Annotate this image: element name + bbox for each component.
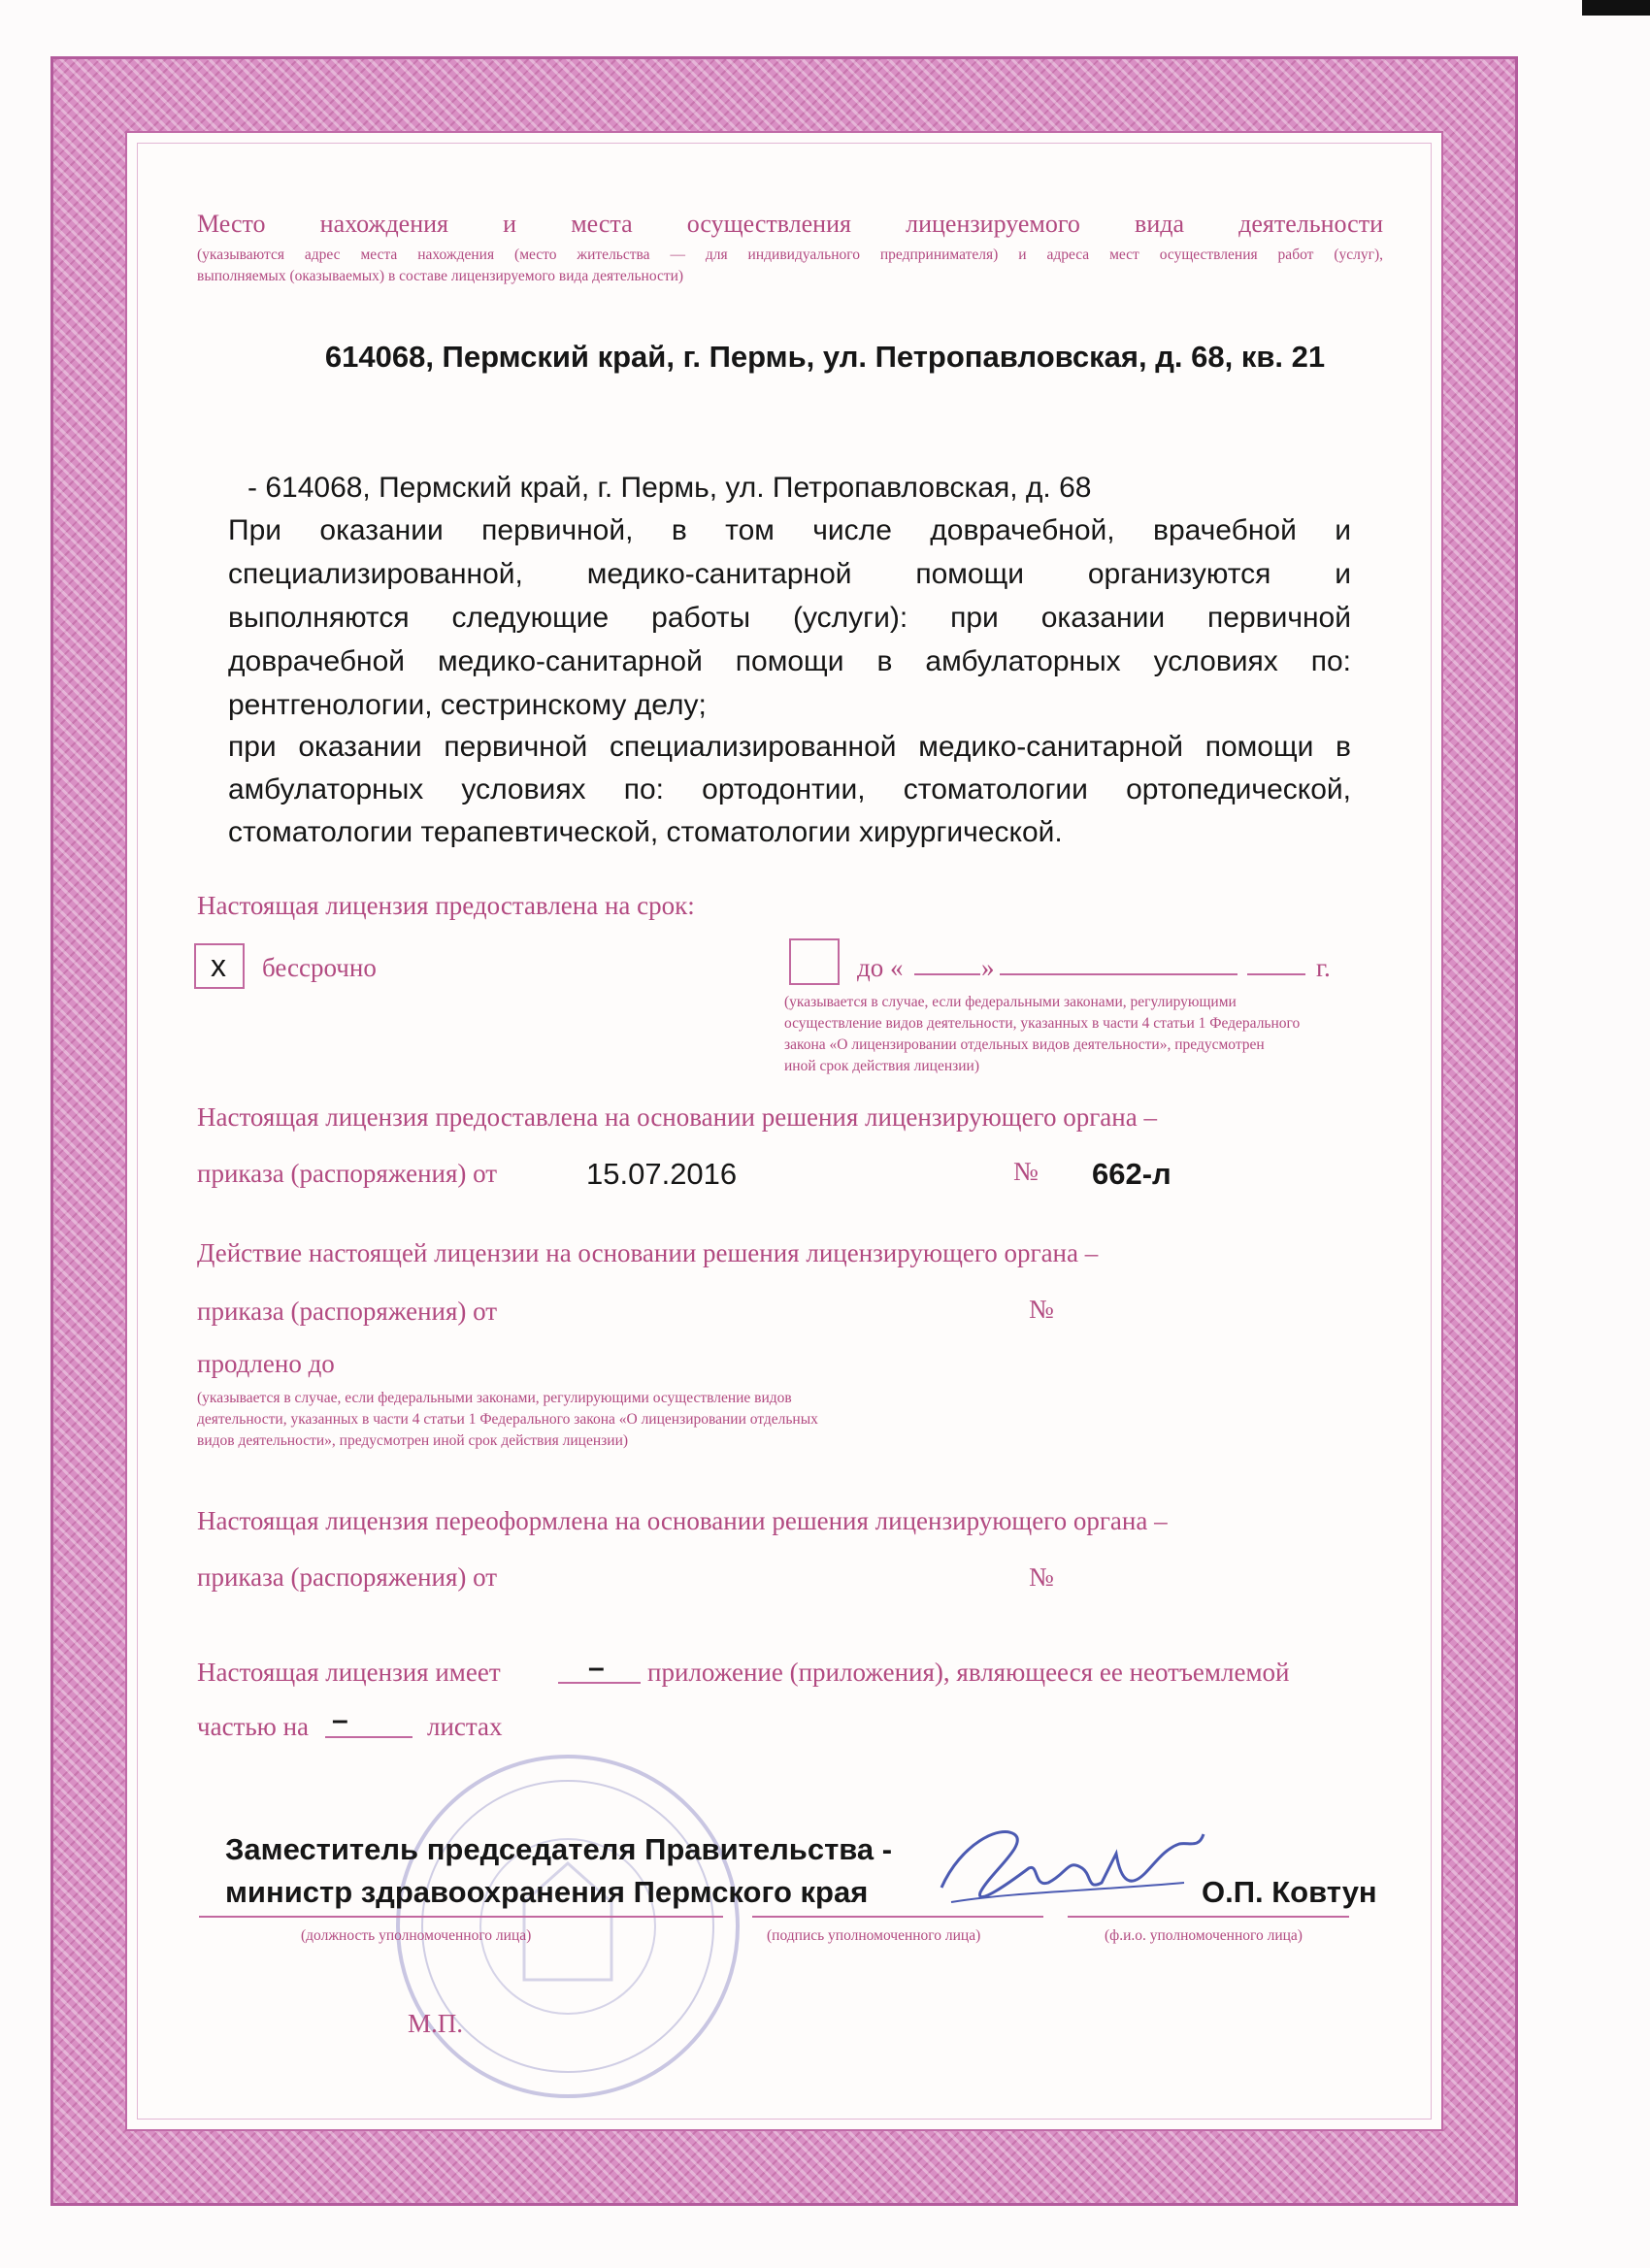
- signatory-position-line1: Заместитель председателя Правительства -: [225, 1832, 893, 1866]
- appendix-prefix: Настоящая лицензия имеет: [197, 1658, 501, 1687]
- works-line: рентгенологии, сестринскому делу;: [228, 689, 707, 721]
- works-address: - 614068, Пермский край, г. Пермь, ул. Петропавловская, д. 68: [248, 472, 1092, 504]
- works-line: выполняются следующие работы (услуги): при оказании первичной: [228, 602, 1351, 634]
- header-note-line1: (указываются адрес места нахождения (место жительства — для индивидуального предпринимателя) и адреса мест осуществления работ (услуг),: [197, 247, 1383, 263]
- term-note-line: закона «О лицензировании отдельных видов деятельности», предусмотрен: [784, 1036, 1265, 1053]
- reissue-number-sign: №: [1029, 1562, 1054, 1592]
- extended-until-label: продлено до: [197, 1349, 335, 1378]
- until-month-line: [1000, 973, 1238, 975]
- seal-place-label: М.П.: [408, 2009, 464, 2038]
- basis-number: 662-л: [1092, 1157, 1172, 1191]
- extension-number-sign: №: [1029, 1295, 1054, 1324]
- signature-underline: [752, 1916, 1043, 1918]
- extension-order-label: приказа (распоряжения) от: [197, 1297, 498, 1326]
- until-quote-close: »: [981, 953, 995, 982]
- until-year-line: [1247, 973, 1305, 975]
- extension-note-line: (указывается в случае, если федеральными законами, регулирующими осуществление видов: [197, 1390, 792, 1406]
- extension-note-line: видов деятельности», предусмотрен иной срок действия лицензии): [197, 1432, 629, 1449]
- basis-order-label: приказа (распоряжения) от: [197, 1159, 498, 1188]
- term-note-line: (указывается в случае, если федеральными законами, регулирующими: [784, 994, 1237, 1010]
- basis-number-sign: №: [1013, 1157, 1039, 1186]
- unlimited-label: бессрочно: [262, 953, 377, 982]
- appendix-suffix: приложение (приложения), являющееся ее неотъемлемой: [647, 1658, 1290, 1687]
- main-address: 614068, Пермский край, г. Пермь, ул. Петропавловская, д. 68, кв. 21: [324, 340, 1326, 374]
- sheets-suffix: листах: [427, 1712, 503, 1741]
- basis-date: 15.07.2016: [586, 1157, 738, 1191]
- appendix-count: –: [588, 1652, 605, 1684]
- sheets-count: –: [332, 1704, 348, 1736]
- term-label: Настоящая лицензия предоставлена на срок:: [197, 891, 695, 920]
- until-checkbox: [789, 938, 840, 985]
- sheets-prefix: частью на: [197, 1712, 310, 1741]
- basis-label: Настоящая лицензия предоставлена на основании решения лицензирующего органа –: [197, 1102, 1157, 1132]
- signature-caption: (подпись уполномоченного лица): [767, 1927, 981, 1944]
- header-note-line2: выполняемых (оказываемых) в составе лицензируемого вида деятельности): [197, 268, 684, 284]
- until-prefix: до «: [857, 953, 904, 982]
- header-title: Место нахождения и места осуществления лицензируемого вида деятельности: [197, 210, 1383, 238]
- works-line: доврачебной медико-санитарной помощи в амбулаторных условиях по:: [228, 645, 1351, 677]
- signatory-position-line2: министр здравоохранения Пермского края: [225, 1875, 869, 1909]
- scan-corner-mark: [1582, 0, 1650, 16]
- until-year-suffix: г.: [1316, 953, 1331, 982]
- name-caption: (ф.и.о. уполномоченного лица): [1105, 1927, 1303, 1944]
- works-line: стоматологии терапевтической, стоматологии хирургической.: [228, 816, 1063, 848]
- name-underline: [1068, 1916, 1349, 1918]
- works-line: специализированной, медико-санитарной помощи организуются и: [228, 558, 1351, 590]
- works-line: амбулаторных условиях по: ортодонтии, стоматологии ортопедической,: [228, 773, 1351, 805]
- position-underline: [199, 1916, 723, 1918]
- until-day-line: [914, 973, 980, 975]
- extension-note-line: деятельности, указанных в части 4 статьи 1 Федерального закона «О лицензировании отдельных: [197, 1411, 818, 1428]
- reissue-order-label: приказа (распоряжения) от: [197, 1562, 498, 1592]
- handwritten-signature: [922, 1815, 1213, 1922]
- position-caption: (должность уполномоченного лица): [301, 1927, 532, 1944]
- signatory-name: О.П. Ковтун: [1202, 1875, 1377, 1909]
- term-note-line: осуществление видов деятельности, указанных в части 4 статьи 1 Федерального: [784, 1015, 1301, 1032]
- extension-label: Действие настоящей лицензии на основании решения лицензирующего органа –: [197, 1238, 1099, 1267]
- term-note-line: иной срок действия лицензии): [784, 1058, 980, 1074]
- works-line: При оказании первичной, в том числе доврачебной, врачебной и: [228, 514, 1351, 546]
- checkbox-mark: х: [211, 948, 226, 983]
- works-line: при оказании первичной специализированной медико-санитарной помощи в: [228, 731, 1351, 763]
- reissue-label: Настоящая лицензия переоформлена на основании решения лицензирующего органа –: [197, 1506, 1168, 1535]
- unlimited-checkbox: [194, 943, 245, 989]
